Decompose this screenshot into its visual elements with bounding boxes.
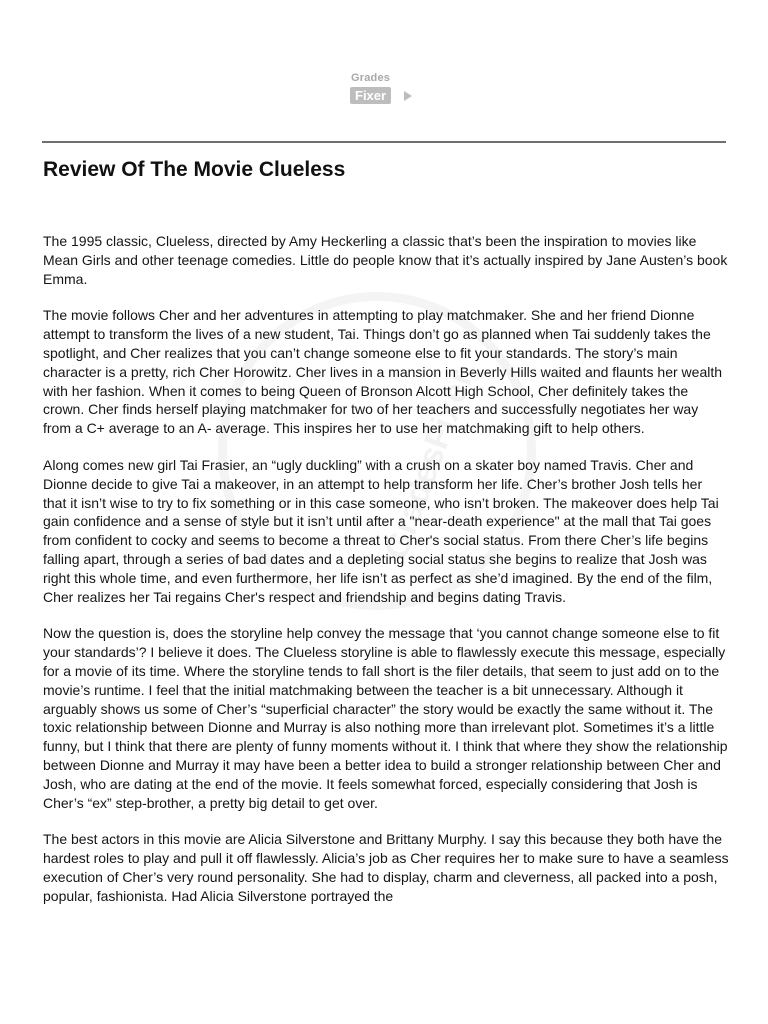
paragraph: Along comes new girl Tai Frasier, an “ugly duckling” with a crush on a skater boy named Travis. Cher and Dionne decide to give Tai a makeover, in an attempt to help transform her life. Cher’s brother Josh tells her that it isn’t wise to try to fix something or in this case someone, who isn’t broken. The makeover does help Tai gain confidence and a sense of style but it isn’t until after a "near-death experience" at the mall that Tai goes from confident to cocky and seems to become a threat to Cher's social status. From there Cher’s life begins falling apart, through a series of bad dates and a depleting social status she begins to realize that Josh was right this whole time, and even furthermore, her life isn’t as perfect as she’d imagined. By the end of the film, Cher realizes her Tai regains Cher's respect and friendship and begins dating Travis.	[43, 456, 719, 605]
logo-tag-arrow-icon	[404, 91, 412, 101]
watermark-text: GradesFixer	[376, 364, 481, 565]
gradesfixer-logo[interactable]	[348, 72, 422, 108]
logo-tag-text: Fixer	[350, 87, 391, 104]
header-divider	[42, 141, 726, 143]
paragraph: The 1995 classic, Clueless, directed by Amy Heckerling a classic that’s been the inspiration to movies like Mean Girls and other teenage comedies. Little do people know that it’s actually inspired by Jane Austen’s book Emma.	[43, 233, 728, 287]
document-title: Review Of The Movie Clueless	[43, 158, 346, 181]
paragraph: The movie follows Cher and her adventures in attempting to play matchmaker. She and her friend Dionne attempt to transform the lives of a new student, Tai. Things don’t go as planned when Tai suddenly takes the spotlight, and Cher realizes that you can’t change someone else to fit your standards. The story’s main character is a pretty, rich Cher Horowitz. Cher lives in a mansion in Beverly Hills waited and flaunts her wealth with her fashion. When it comes to being Queen of Bronson Alcott High School, Cher definitely takes the crown. Cher finds herself playing matchmaker for two of her teachers and successfully negotiates her way from a C+ average to an A- average. This inspires her to use her matchmaking gift to help others.	[43, 307, 723, 437]
paragraph: Now the question is, does the storyline help convey the message that ‘you cannot change someone else to fit your standards’? I believe it does. The Clueless storyline is able to flawlessly execute this message, especially for a movie of its time. Where the storyline tends to fall short is the filer details, that seem to just add on to the movie’s runtime. I feel that the initial matchmaking between the teacher is a bit unnecessary. Although it arguably shows us some of Cher’s “superficial character” the story would be exactly the same without it. The toxic relationship between Dionne and Murray is also nothing more than irrelevant plot. Sometimes it’s a little funny, but I think that there are plenty of funny moments without it. I think that where they show the relationship between Dionne and Murray it may have been a better idea to build a stronger relationship between Cher and Josh, who are dating at the end of the movie. It feels somewhat forced, especially considering that Josh is Cher’s “ex” step-brother, a pretty big detail to get over.	[43, 625, 728, 811]
document-body	[43, 232, 729, 924]
logo-top-text: Grades	[351, 72, 391, 84]
paragraph: The best actors in this movie are Alicia Silverstone and Brittany Murphy. I say this because they both have the hardest roles to play and pull it off flawlessly. Alicia’s job as Cher requires her to make sure to have a seamless execution of Cher’s very round personality. She had to display, charm and cleverness, all packed into a posh, popular, fashionista. Had Alicia Silverstone portrayed the	[43, 831, 729, 904]
